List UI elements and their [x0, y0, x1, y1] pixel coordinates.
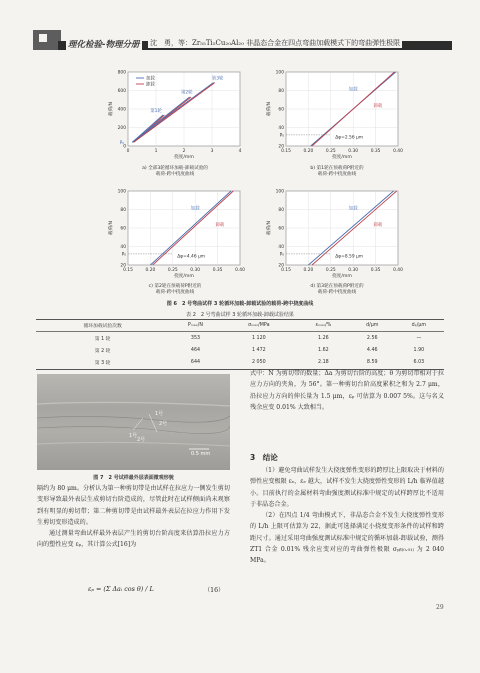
y-tick-label: 60	[278, 226, 284, 232]
annotation: P₀	[279, 133, 284, 139]
y-tick-label: 80	[278, 89, 284, 94]
left-paragraph-1: 隔约为 80 μm。分析认为第一种剪切带是由试样在拉应力一侧发生剪切变形导致最外表层生成剪切台阶造成的，尽管此时在试样侧面尚未观察到有明显的剪切带；第二种剪切带是由试样最外表层在拉应力作用下发生剪切变形造成的。	[37, 485, 230, 526]
y-tick-label: 0	[123, 144, 126, 150]
x-tick-label: 0.40	[235, 268, 245, 273]
table-cell: 2 050	[222, 356, 296, 369]
chart-b	[258, 64, 408, 167]
y-axis-label: 载荷/N	[267, 101, 272, 117]
x-axis-label: 挠度/mm	[174, 274, 194, 279]
table-cell: 2.56	[366, 335, 378, 341]
annotation: Δφ=4.46 μm	[177, 254, 206, 260]
x-tick-label: 0.35	[370, 149, 381, 154]
table-row	[36, 332, 444, 345]
annotation: P₀	[121, 252, 126, 258]
legend-label: 卸载	[146, 82, 155, 88]
x-tick-label: 0.20	[303, 149, 314, 154]
table-row	[36, 344, 444, 356]
table-cell: 4.46	[366, 347, 378, 353]
results-table	[36, 319, 444, 370]
annotation: P₀	[279, 252, 284, 258]
x-tick-label: 0.30	[348, 149, 359, 154]
conclusions	[250, 465, 444, 567]
y-axis-label: 载荷/N	[109, 220, 114, 236]
x-axis-label: 挠度/mm	[332, 274, 352, 279]
caption-a-line2: 载荷-跨中挠度曲线	[155, 172, 195, 177]
table-cell: 1.26	[318, 335, 329, 341]
y-tick-label: 100	[275, 189, 284, 195]
x-tick-label: 0.30	[348, 268, 359, 273]
x-tick-label: 0.15	[281, 149, 291, 154]
journal-logo	[33, 30, 61, 50]
caption-c	[100, 284, 250, 296]
x-tick-label: 2	[182, 149, 186, 154]
chart-d	[258, 183, 408, 286]
x-tick-label: 0.35	[212, 268, 223, 273]
x-tick-label: 0	[126, 149, 130, 154]
y-tick-label: 20	[120, 263, 126, 269]
table-cell: 6.03	[394, 356, 444, 369]
caption-a-line1: a) 全部3轮循环加载-卸载试验的	[142, 166, 208, 171]
y-tick-label: 40	[120, 245, 126, 250]
annotation: Δφ=2.56 μm	[335, 135, 364, 141]
x-tick-label: 0.30	[190, 268, 201, 273]
table-cell: 353	[190, 335, 201, 341]
table-header: 循环加载试验次数	[36, 320, 169, 332]
legend-label: 加载	[146, 76, 155, 82]
annotation: 加载	[348, 206, 358, 212]
table-header: d/μm	[351, 320, 394, 332]
y-tick-label: 600	[117, 89, 126, 94]
running-title: 沈 勇，等：Zr₅₅Ti₅Cu₂₀Al₂₀ 非晶态合金在四点弯曲加载模式下的弯曲弹性极限	[150, 39, 401, 47]
annotation: 加载	[190, 206, 200, 212]
caption-b-line1: b) 第1轮在预载荷P附近的	[310, 166, 364, 171]
table-cell: 644	[169, 356, 221, 369]
annotation: Δφ=8.59 μm	[335, 254, 364, 260]
y-tick-label: 200	[117, 126, 126, 131]
caption-d-line2: 载荷-跨中挠度曲线	[317, 290, 357, 295]
table-cell: 464	[190, 347, 201, 353]
table-cell: 8.59	[351, 356, 394, 369]
annotation: 第2轮	[181, 90, 193, 96]
annotation: 卸载	[373, 223, 383, 229]
annotation: 卸载	[215, 223, 225, 229]
x-tick-label: 0.20	[303, 268, 314, 273]
formula-number: （16）	[204, 587, 225, 594]
scale-bar-label: 0.5 mm	[191, 451, 211, 457]
y-tick-label: 20	[278, 263, 284, 269]
y-tick-label: 80	[278, 208, 284, 213]
left-column	[37, 483, 230, 551]
caption-b	[262, 166, 412, 178]
table2-title: 表 2 2 号弯曲试样 3 轮循环加载-卸载试验结果	[186, 312, 294, 318]
annotation: 卸载	[373, 104, 383, 110]
journal-name: 理化检验-物理分册	[68, 40, 140, 50]
x-tick-label: 0.35	[370, 268, 381, 273]
y-tick-label: 100	[275, 70, 284, 76]
section-heading: 3 结论	[250, 453, 278, 462]
table-header: Pₘₐₓ/N	[169, 320, 221, 332]
x-tick-label: 0.25	[325, 268, 336, 273]
table-cell: 1 472	[251, 347, 266, 353]
table-header: dₚ/μm	[394, 320, 444, 332]
caption-b-line2: 载荷-跨中挠度曲线	[317, 172, 357, 177]
table-cell: 第 2 轮	[94, 348, 111, 354]
micrograph-image	[37, 374, 230, 470]
y-tick-label: 400	[117, 107, 126, 113]
x-tick-label: 0.25	[167, 268, 178, 273]
x-tick-label: 0.40	[393, 268, 403, 273]
table-cell: —	[416, 335, 422, 341]
chart-c	[100, 183, 250, 286]
micrograph-label: 1号	[155, 411, 164, 417]
micrograph-label: 1号	[129, 433, 138, 439]
table-header: εₘₐₓ/%	[296, 320, 351, 332]
conclusion-1: （1）避免弯曲试样发生大挠度弹性变形的跨厚比上限取决于材料的弹性应变极限 εₑ，εₑ 越大，试样不发生大挠度弹性变形的 L/h 临界值越小。目前执行的金属材料弯曲强度测试标准中规定的试样跨厚比不适用于非晶态合金。	[250, 467, 444, 508]
y-tick-label: 60	[120, 226, 126, 232]
x-tick-label: 3	[210, 149, 214, 154]
x-axis-label: 挠度/mm	[332, 155, 352, 160]
table-cell: 1.62	[318, 347, 329, 353]
y-tick-label: 800	[117, 70, 126, 76]
table-cell: 1 120	[251, 335, 266, 341]
y-axis-label: 载荷/N	[109, 101, 114, 117]
y-tick-label: 20	[278, 144, 284, 150]
table-header-row	[36, 320, 444, 332]
x-tick-label: 0.25	[325, 149, 336, 154]
micrograph-label: 2号	[159, 421, 168, 427]
y-tick-label: 60	[278, 107, 284, 113]
x-tick-label: 4	[238, 149, 242, 154]
annotation: 第1轮	[150, 108, 162, 114]
formula: εₚ = (Σ Δaᵢ cos θ) / L	[88, 585, 154, 593]
y-tick-label: 40	[278, 126, 284, 131]
y-tick-label: 40	[278, 245, 284, 250]
figure7-caption: 图 7 2 号试样最外层表面微观形貌	[93, 475, 174, 481]
table-cell: 2.18	[296, 356, 351, 369]
annotation: 加载	[348, 87, 358, 93]
right-column	[250, 368, 444, 413]
right-paragraph-1: 式中：N 为剪切带的数量；Δa 为剪切台阶的高度；θ 为剪切带相对于拉应力方向的夹角，为 56°。第一种剪切台阶高度累积之和为 2.7 μm，沿拉应力方向的伸长量为 1.5 μm，εₚ 可估算为 0.007 5%。这与名义残余应变 0.01% 大致相当。	[250, 370, 444, 411]
micrograph-label: 2号	[137, 437, 146, 443]
x-axis-label: 挠度/mm	[174, 155, 194, 160]
conclusion-2: （2）在四点 1/4 弯曲模式下，非晶态合金不发生大挠度弹性变形的 L/h 上限可估算为 22，据此可选择满足小挠度变形条件的试样和跨距尺寸。通过采用弯曲强度测试标准中规定的循环加载-卸载试验，测得 ZT1 合金 0.01% 残余应变对应的弯曲弹性极限 σₚᵦ₍₀.₀₁₎ 为 2 040 MPa。	[250, 512, 444, 565]
caption-c-line2: 载荷-跨中挠度曲线	[155, 290, 195, 295]
caption-d-line1: d) 第3轮在预载荷P附近的	[310, 284, 364, 289]
x-tick-label: 0.15	[123, 268, 133, 273]
left-paragraph-2: 通过测量弯曲试样最外表层产生的剪切台阶高度来估算沿拉应力方向的塑性应变 εₚ，其计算公式[16]为	[37, 530, 230, 549]
annotation: P₀	[119, 140, 124, 146]
x-tick-label: 0.20	[145, 268, 156, 273]
table-cell: 第 1 轮	[94, 336, 111, 342]
x-tick-label: 0.15	[281, 268, 291, 273]
caption-d	[262, 284, 412, 296]
figure6-caption: 图 6 2 号弯曲试样 3 轮循环加载-卸载试验的载荷-跨中挠度曲线	[166, 301, 314, 307]
x-tick-label: 1	[154, 149, 158, 154]
caption-c-line1: c) 第2轮在预载荷P附近的	[148, 284, 202, 289]
chart-a	[100, 64, 250, 167]
y-tick-label: 100	[117, 189, 126, 195]
table-header: σₘₐₓ/MPa	[222, 320, 296, 332]
caption-a	[100, 166, 250, 178]
annotation: 第3轮	[211, 76, 224, 82]
table-cell: 1.90	[413, 347, 425, 353]
y-tick-label: 80	[120, 208, 126, 213]
y-axis-label: 载荷/N	[267, 220, 272, 236]
table-cell: 第 3 轮	[36, 356, 169, 369]
x-tick-label: 0.40	[393, 149, 403, 154]
page-number: 29	[436, 604, 444, 611]
